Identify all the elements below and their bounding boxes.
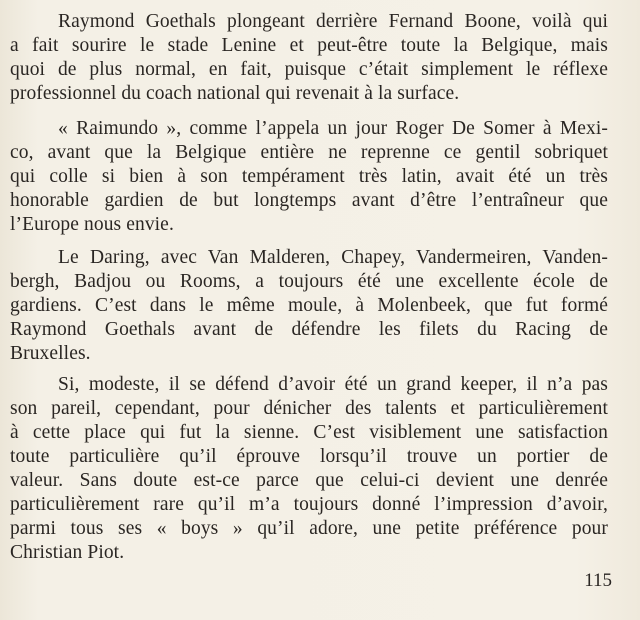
- text-line: co, avant que la Belgique entière ne reprenne ce gentil sobriquet: [10, 142, 608, 163]
- text-line: particulièrement rare qu’il m’a toujours donné l’impression d’avoir,: [10, 494, 608, 515]
- text-line: honorable gardien de but longtemps avant d’être l’entraîneur que: [10, 190, 608, 211]
- text-line: quoi de plus normal, en fait, puisque c’était simplement le réflexe: [10, 59, 608, 80]
- text-line: gardiens. C’est dans le même moule, à Molenbeek, que fut formé: [10, 295, 608, 316]
- text-line: Bruxelles.: [10, 343, 91, 364]
- text-line: à cette place qui fut la sienne. C’est visiblement une satisfaction: [10, 422, 608, 443]
- text-line: valeur. Sans doute est-ce parce que celui-ci devient une denrée: [10, 470, 608, 491]
- text-line: qui colle si bien à son tempérament très latin, avait été un très: [10, 166, 608, 187]
- text-line: « Raimundo », comme l’appela un jour Roger De Somer à Mexi-: [58, 118, 608, 139]
- text-line: Raymond Goethals avant de défendre les filets du Racing de: [10, 319, 608, 340]
- text-line: parmi tous ses « boys » qu’il adore, une petite préférence pour: [10, 518, 608, 539]
- text-line: Raymond Goethals plongeant derrière Fernand Boone, voilà qui: [58, 11, 608, 32]
- text-line: toute particulière qu’il éprouve lorsqu’il trouve un portier de: [10, 446, 608, 467]
- text-line: bergh, Badjou ou Rooms, a toujours été une excellente école de: [10, 271, 608, 292]
- text-line: Christian Piot.: [10, 542, 125, 563]
- page-number: 115: [584, 570, 612, 591]
- text-line: l’Europe nous envie.: [10, 214, 174, 235]
- text-line: professionnel du coach national qui revenait à la surface.: [10, 83, 460, 104]
- text-line: Le Daring, avec Van Malderen, Chapey, Vandermeiren, Vanden-: [58, 247, 608, 268]
- text-line: Si, modeste, il se défend d’avoir été un grand keeper, il n’a pas: [58, 374, 608, 395]
- text-line: a fait sourire le stade Lenine et peut-être toute la Belgique, mais: [10, 35, 608, 56]
- text-line: son pareil, cependant, pour dénicher des talents et particulièrement: [10, 398, 608, 419]
